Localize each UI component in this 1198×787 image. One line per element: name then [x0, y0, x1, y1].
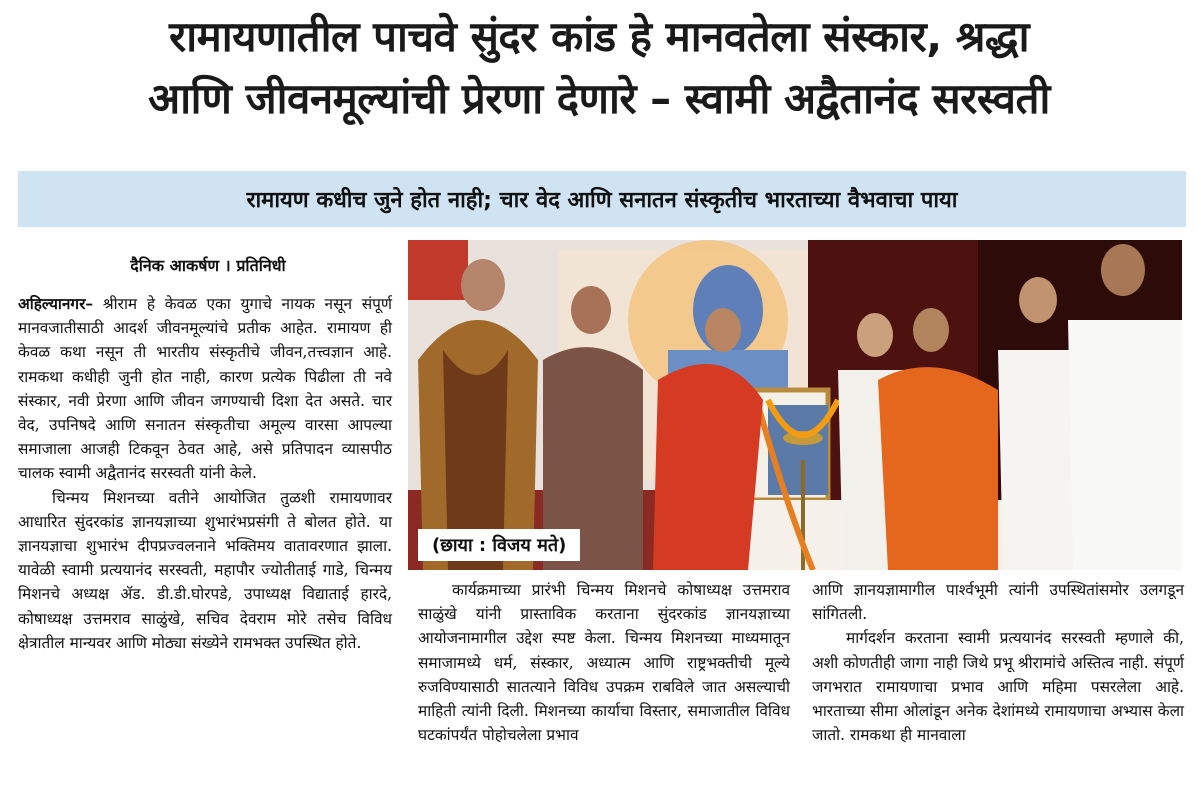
subheadline: रामायण कधीच जुने होत नाही; चार वेद आणि सनातन संस्कृतीच भारताच्या वैभवाचा पाया — [246, 188, 958, 213]
subheadline-banner — [18, 171, 1186, 227]
paragraph: मार्गदर्शन करताना स्वामी प्रत्ययानंद सरस्वती म्हणाले की, अशी कोणतीही जागा नाही जिथे प्रभू श्रीरामांचे अस्तित्व नाही. संपूर्ण जगभरात रामायणाचा प्रभाव आणि महिमा पसरलेला आहे. भारताच्या सीमा ओलांडून अनेक देशांमध्ये रामायणाचा अभ्यास केला जातो. रामकथा ही मानवाला — [812, 629, 1184, 745]
paragraph — [18, 292, 392, 486]
headline-line-1: रामायणातील पाचवे सुंदर कांड हे मानवतेला संस्कार, श्रद्धा — [169, 12, 1029, 61]
dateline: अहिल्यानगर– — [18, 295, 94, 313]
article-column-3 — [812, 578, 1184, 747]
news-photo — [408, 240, 1182, 570]
byline: दैनिक आकर्षण । प्रतिनिधी — [130, 256, 286, 275]
paragraph: चिन्मय मिशनच्या वतीने आयोजित तुळशी रामायणावर आधारित सुंदरकांड ज्ञानयज्ञाच्या शुभारंभप्रसंगी ते बोलत होते. या ज्ञानयज्ञाचा शुभारंभ दीपप्रज्वलनाने भक्तिमय वातावरणात झाला. यावेळी स्वामी प्रत्ययानंद सरस्वती, महापौर ज्योतीताई गाडे, चिन्मय मिशनचे अध्यक्ष ॲड. डी.डी.घोरपडे, उपाध्यक्ष विद्याताई हारदे, कोषाध्यक्ष उत्तमराव साळुंखे, सचिव देवराम मोरे तसेच विविध क्षेत्रातील मान्यवर आणि मोठ्या संख्येने रामभक्त उपस्थित होते. — [18, 488, 392, 652]
article-column-1 — [18, 292, 392, 655]
paragraph: कार्यक्रमाच्या प्रारंभी चिन्मय मिशनचे कोषाध्यक्ष उत्तमराव साळुंखे यांनी प्रास्ताविक करताना सुंदरकांड ज्ञानयज्ञाच्या आयोजनामागील उद्देश स्पष्ट केला. चिन्मय मिशनच्या माध्यमातून समाजामध्ये धर्म, संस्कार, अध्यात्म आणि राष्ट्रभक्तीची मूल्ये रुजविण्यासाठी सातत्याने विविध उपक्रम राबविले जात असल्याची माहिती त्यांनी दिली. मिशनच्या कार्याचा विस्तार, समाजातील विविध घटकांपर्यंत पोहोचलेला प्रभाव — [418, 581, 790, 745]
paragraph: आणि ज्ञानयज्ञामागील पार्श्वभूमी त्यांनी उपस्थितांसमोर उलगडून सांगितली. — [812, 581, 1184, 624]
event-photo-image — [408, 240, 1182, 570]
headline-line-2: आणि जीवनमूल्यांची प्रेरणा देणारे – स्वामी अद्वैतानंद सरस्वती — [148, 74, 1050, 123]
photo-caption: (छाया : विजय मते) — [418, 529, 580, 561]
paragraph-text: श्रीराम हे केवळ एका युगाचे नायक नसून संपूर्ण मानवजातीसाठी आदर्श जीवनमूल्यांचे प्रतीक आहेत. रामायण ही केवळ कथा नसून ती भारतीय संस्कृतीचे जीवन,तत्त्वज्ञान आहे. रामकथा कधीही जुनी होत नाही, कारण प्रत्येक पिढीला ती नवे संस्कार, नवी प्रेरणा आणि जीवन जगण्याची दिशा देत असते. चार वेद, उपनिषदे आणि सनातन संस्कृतीचा अमूल्य वारसा आपल्या समाजाला आजही टिकवून ठेवत आहे, असे प्रतिपादन व्यासपीठ चालक स्वामी अद्वैतानंद सरस्वती यांनी केले. — [18, 295, 392, 483]
headline — [0, 6, 1198, 130]
article-column-2 — [418, 578, 790, 747]
